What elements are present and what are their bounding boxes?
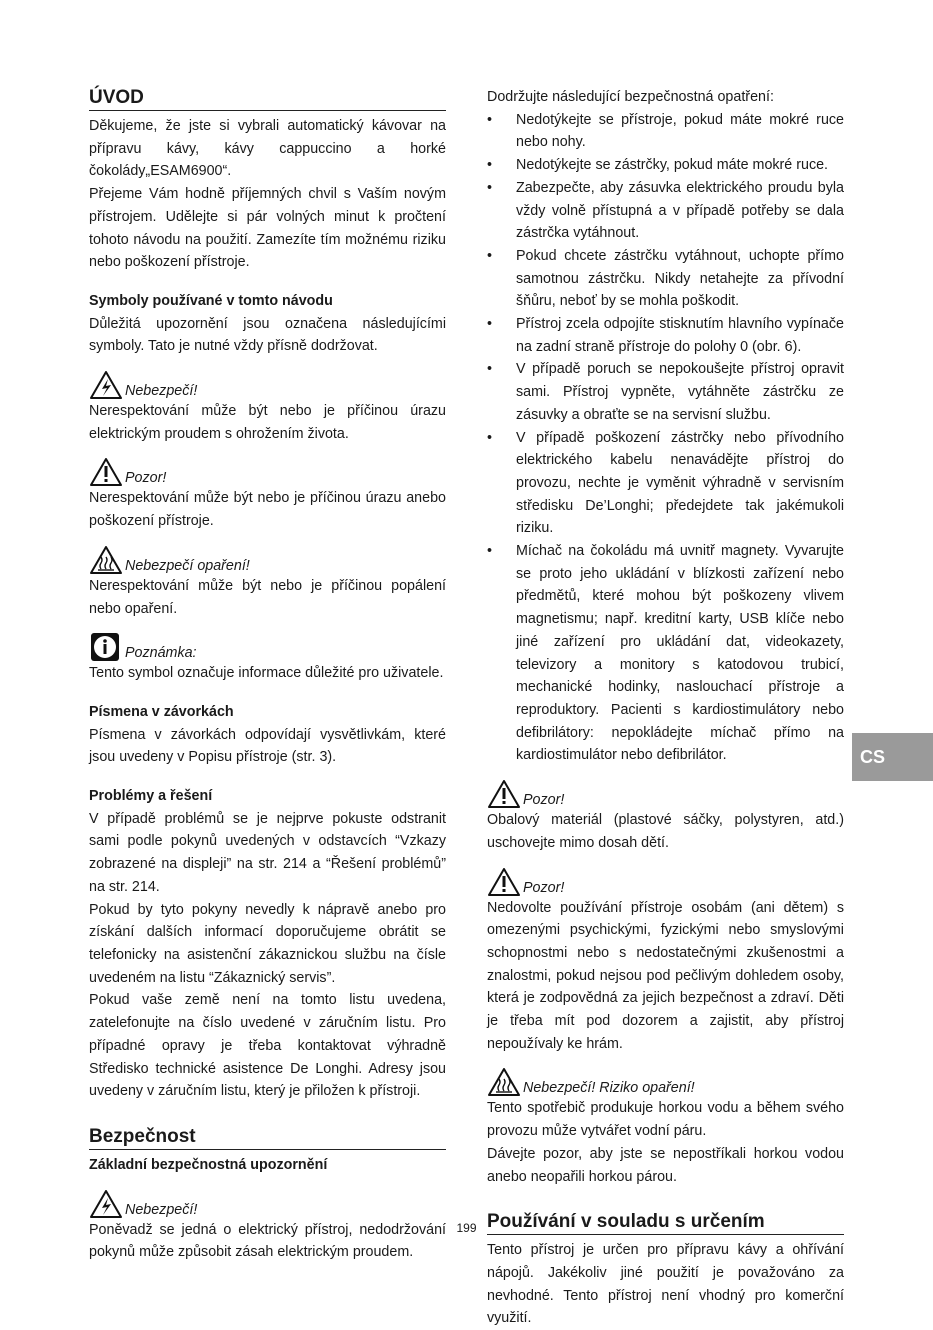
- danger-notice: [89, 370, 446, 400]
- caution-label-1: Pozor!: [523, 792, 565, 809]
- note-label: Poznámka:: [125, 645, 197, 662]
- safety-danger-text: Poněvadž se jedná o elektrický přístroj, nedodržování pokynů může způsobit zásah elektrickým proudem.: [89, 1221, 446, 1261]
- safety-danger-label: Nebezpečí!: [125, 1201, 198, 1218]
- list-item: • Zabezpečte, aby zásuvka elektrického proudu byla vždy volně přístupná a v případě potřeby se dala zástrčka vytáhnout.: [487, 177, 844, 245]
- letters-text: Písmena v závorkách odpovídají vysvětlivkám, které jsou uvedeny v Popisu přístroje (str. 3).: [89, 726, 446, 766]
- caution-notice-2: [487, 867, 844, 897]
- intro-paragraph-1: Děkujeme, že jste si vybrali automatický kávovar na přípravu kávy, kávy cappuccino a horké čokolády„ESAM6900“.: [89, 118, 446, 180]
- list-item: • Míchač na čokoládu má uvnitř magnety. Vyvarujte se proto jeho ukládání v blízkosti zařízení nebo předmětů, které mohou být poškozeny vlivem magnetismu; např. kreditní karty, USB klíče nebo jiné zařízení pro ukládání dat, videokazety, televizory a monitory s katodovou trubicí, mechanické hodinky, naslouchací přístroje a reproduktory. Pacienti s kardiostimulátory nebo defibrilátory: nepokládejte míchač přímo na kardiostimulátor nebo defibrilátor.: [487, 540, 844, 767]
- safety-heading: Bezpečnost: [89, 1125, 446, 1150]
- electric-danger-icon: [89, 370, 123, 400]
- symbols-heading: Symboly používané v tomto návodu: [89, 292, 333, 309]
- letters-heading: Písmena v závorkách: [89, 703, 234, 720]
- list-item: • Nedotýkejte se přístroje, pokud máte mokré ruce nebo nohy.: [487, 109, 844, 154]
- page-number: 199: [456, 1221, 477, 1235]
- caution-text: Nerespektování může být nebo je příčinou úrazu anebo poškození přístroje.: [89, 490, 446, 530]
- intro-heading: ÚVOD: [89, 86, 446, 111]
- intended-use-text: Tento přístroj je určen pro přípravu kávy a ohřívání nápojů. Jakékoliv jiné použití je považováno za nevhodné. Tento přístroj není vhodný pro komerční využití.: [487, 1242, 844, 1327]
- warning-icon: [487, 779, 521, 809]
- note-text: Tento symbol označuje informace důležité pro uživatele.: [89, 665, 444, 682]
- list-item: • V případě poruch se nepokoušejte přístroj opravit sami. Přístroj vypněte, vytáhněte zástrčku ze zásuvky a obraťte se na servisní službu.: [487, 358, 844, 426]
- note-notice: [89, 632, 446, 662]
- caution-text-2: Nedovolte používání přístroje osobám (ani dětem) s omezenými psychickými, fyzickými nebo smyslovými schopnostmi nebo s nedostatečnými zkušenostmi a znalostmi, pokud nejsou pod pečlivým dohledem osoby, která je zodpovědná za jejich bezpečnost a zdraví. Děti je třeba mít pod dozorem a zajistit, aby přístroj nepoužívaly ke hrám.: [487, 899, 844, 1052]
- precautions-intro: Dodržujte následující bezpečnostná opatření:: [487, 89, 774, 105]
- problems-heading: Problémy a řešení: [89, 788, 213, 805]
- safety-danger-notice: [89, 1189, 446, 1219]
- list-item: • Nedotýkejte se zástrčky, pokud máte mokré ruce.: [487, 154, 844, 177]
- burn-text: Nerespektování může být nebo je příčinou popálení nebo opaření.: [89, 577, 446, 617]
- burn-risk-paragraph-2: Dávejte pozor, aby jste se nepostříkali horkou vodou anebo neopařili horkou párou.: [487, 1145, 844, 1185]
- list-item: • V případě poškození zástrčky nebo přívodního elektrického kabelu nenavádějte přístroj do provozu, nechte je vyměnit výhradně v servisním středisku De’Longhi; předejdete tak jakémukoli riziku.: [487, 427, 844, 541]
- caution-notice: [89, 457, 446, 487]
- warning-icon: [89, 457, 123, 487]
- right-column: [487, 86, 844, 1330]
- caution-label: Pozor!: [125, 470, 167, 487]
- danger-label: Nebezpečí!: [125, 383, 198, 400]
- caution-notice-1: [487, 779, 844, 809]
- problems-paragraph-1: V případě problémů se je nejprve pokuste odstranit sami podle pokynů uvedených v odstavcích “Vzkazy zobrazené na displeji” na str. 214 a “Řešení problémů” na str. 214.: [89, 810, 446, 895]
- burn-risk-label: Nebezpečí! Riziko opaření!: [523, 1080, 695, 1097]
- burn-notice: [89, 545, 446, 575]
- burn-label: Nebezpečí opaření!: [125, 557, 250, 574]
- electric-danger-icon: [89, 1189, 123, 1219]
- problems-paragraph-3: Pokud vaše země není na tomto listu uvedena, zatelefonujte na číslo uvedené v záručním listu. Pro případné opravy je třeba kontaktovat výhradně Středisko technické asistence De Longhi. Adresy jsou uvedeny v záručním listu, který je přiložen k přístroji.: [89, 992, 446, 1100]
- symbols-text: Důležitá upozornění jsou označena následujícími symboly. Tato je nutné vždy přísně dodržovat.: [89, 315, 446, 355]
- list-item: • Pokud chcete zástrčku vytáhnout, uchopte přímo samotnou zástrčku. Nikdy netahejte za přívodní šňůru, neboť by se mohla poškodit.: [487, 245, 844, 313]
- precautions-list: [487, 109, 844, 767]
- warning-icon: [487, 867, 521, 897]
- hot-steam-icon: [487, 1067, 521, 1097]
- intended-use-heading: Používání v souladu s určením: [487, 1210, 844, 1235]
- intro-paragraph-2: Přejeme Vám hodně příjemných chvil s Vaším novým přístrojem. Udělejte si pár volných minut k pročtení tohoto návodu na použití. Zamezíte tím možnému riziku nebo poškození přístroje.: [89, 186, 446, 271]
- danger-text: Nerespektování může být nebo je příčinou úrazu elektrickým proudem s ohrožením života.: [89, 403, 446, 442]
- hot-steam-icon: [89, 545, 123, 575]
- caution-text-1: Obalový materiál (plastové sáčky, polystyren, atd.) uschovejte mimo dosah dětí.: [487, 812, 844, 851]
- burn-risk-paragraph-1: Tento spotřebič produkuje horkou vodu a během svého provozu může vytvářet vodní páru.: [487, 1100, 844, 1140]
- list-item: • Přístroj zcela odpojíte stisknutím hlavního vypínače na zadní straně přístroje do polohy 0 (obr. 6).: [487, 313, 844, 358]
- language-tab: CS: [852, 733, 933, 781]
- problems-paragraph-2: Pokud by tyto pokyny nevedly k nápravě anebo pro získání dalších informací doporučujeme obrátit se telefonicky na asistenční zákaznickou službu na čísle uvedeném na listu “Zákaznický servis”.: [89, 901, 446, 986]
- left-column: [89, 86, 446, 1264]
- burn-risk-notice: [487, 1067, 844, 1097]
- info-icon: [89, 632, 123, 662]
- safety-subheading: Základní bezpečnostná upozornění: [89, 1156, 328, 1173]
- caution-label-2: Pozor!: [523, 879, 565, 896]
